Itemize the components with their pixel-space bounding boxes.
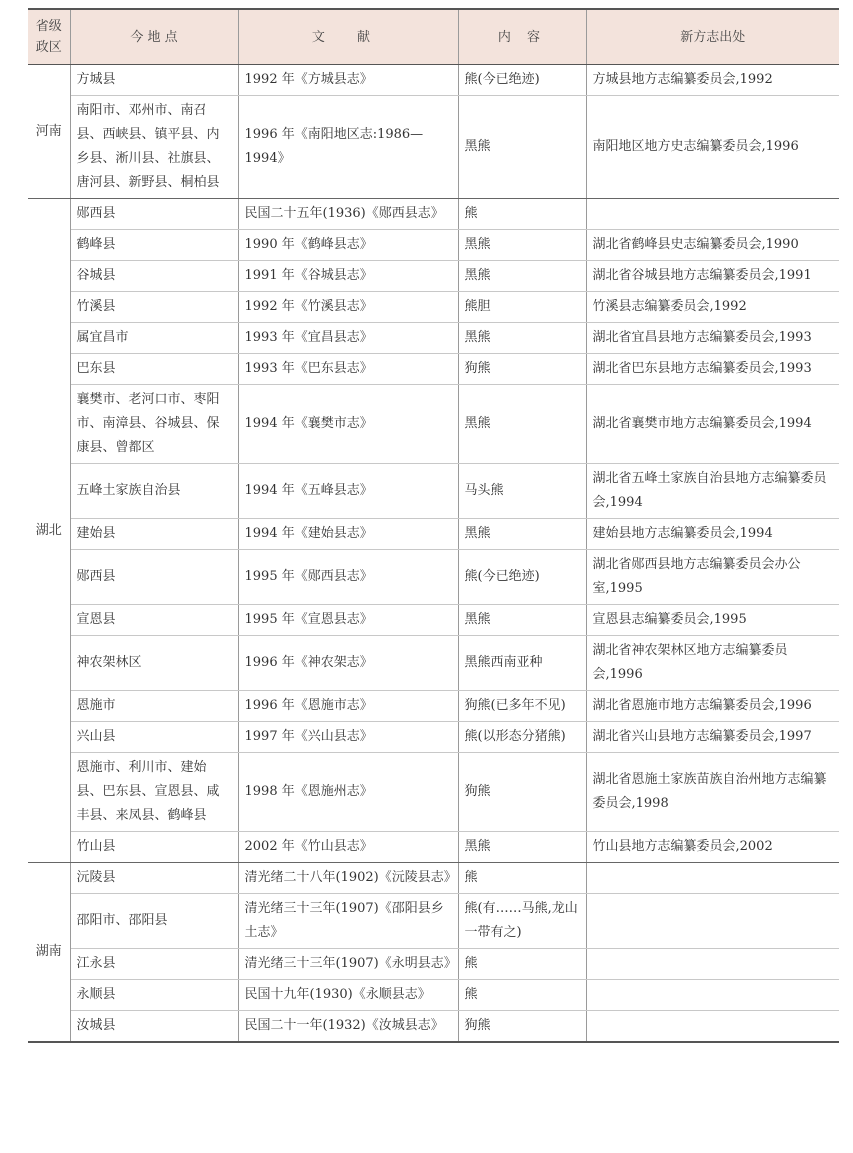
source-cell: 湖北省五峰土家族自治县地方志编纂委员会,1994 xyxy=(586,464,839,519)
document-cell: 1995 年《宣恩县志》 xyxy=(238,605,458,636)
content-cell: 黑熊 xyxy=(458,519,586,550)
place-cell: 鹤峰县 xyxy=(70,230,238,261)
source-cell: 宣恩县志编纂委员会,1995 xyxy=(586,605,839,636)
content-cell: 熊 xyxy=(458,199,586,230)
source-cell: 湖北省郧西县地方志编纂委员会办公室,1995 xyxy=(586,550,839,605)
document-cell: 1994 年《五峰县志》 xyxy=(238,464,458,519)
source-cell: 湖北省宜昌县地方志编纂委员会,1993 xyxy=(586,323,839,354)
table-row xyxy=(28,894,839,949)
document-cell: 1995 年《郧西县志》 xyxy=(238,550,458,605)
place-cell: 竹山县 xyxy=(70,832,238,863)
content-cell: 熊 xyxy=(458,949,586,980)
source-cell: 湖北省鹤峰县史志编纂委员会,1990 xyxy=(586,230,839,261)
document-cell: 1992 年《方城县志》 xyxy=(238,65,458,96)
place-cell: 恩施市 xyxy=(70,691,238,722)
source-cell: 湖北省巴东县地方志编纂委员会,1993 xyxy=(586,354,839,385)
document-cell: 1997 年《兴山县志》 xyxy=(238,722,458,753)
content-cell: 黑熊 xyxy=(458,323,586,354)
province-cell: 湖南 xyxy=(28,863,70,1043)
content-cell: 黑熊 xyxy=(458,230,586,261)
document-cell: 1992 年《竹溪县志》 xyxy=(238,292,458,323)
document-cell: 2002 年《竹山县志》 xyxy=(238,832,458,863)
document-cell: 1996 年《神农架志》 xyxy=(238,636,458,691)
source-cell: 湖北省谷城县地方志编纂委员会,1991 xyxy=(586,261,839,292)
content-cell: 黑熊 xyxy=(458,605,586,636)
source-cell: 湖北省襄樊市地方志编纂委员会,1994 xyxy=(586,385,839,464)
place-cell: 方城县 xyxy=(70,65,238,96)
place-cell: 神农架林区 xyxy=(70,636,238,691)
source-cell xyxy=(586,1011,839,1043)
document-cell: 1990 年《鹤峰县志》 xyxy=(238,230,458,261)
table-row xyxy=(28,323,839,354)
content-cell: 黑熊 xyxy=(458,96,586,199)
source-cell: 建始县地方志编纂委员会,1994 xyxy=(586,519,839,550)
document-cell: 1994 年《建始县志》 xyxy=(238,519,458,550)
table-row xyxy=(28,722,839,753)
table-row xyxy=(28,519,839,550)
content-cell: 黑熊 xyxy=(458,261,586,292)
table-row xyxy=(28,863,839,894)
source-cell: 湖北省恩施市地方志编纂委员会,1996 xyxy=(586,691,839,722)
content-cell: 黑熊 xyxy=(458,832,586,863)
source-cell: 南阳地区地方史志编纂委员会,1996 xyxy=(586,96,839,199)
table-header xyxy=(28,9,839,65)
document-cell: 民国二十五年(1936)《郧西县志》 xyxy=(238,199,458,230)
table-row xyxy=(28,261,839,292)
bear-records-table xyxy=(28,8,839,1043)
table-row xyxy=(28,980,839,1011)
content-cell: 狗熊 xyxy=(458,1011,586,1043)
content-cell: 熊 xyxy=(458,863,586,894)
place-cell: 属宜昌市 xyxy=(70,323,238,354)
province-cell: 湖北 xyxy=(28,199,70,863)
document-cell: 1991 年《谷城县志》 xyxy=(238,261,458,292)
place-cell: 谷城县 xyxy=(70,261,238,292)
place-cell: 宣恩县 xyxy=(70,605,238,636)
document-cell: 清光绪三十三年(1907)《永明县志》 xyxy=(238,949,458,980)
place-cell: 五峰土家族自治县 xyxy=(70,464,238,519)
table-body xyxy=(28,65,839,1043)
content-cell: 熊 xyxy=(458,980,586,1011)
table-row xyxy=(28,96,839,199)
document-cell: 清光绪二十八年(1902)《沅陵县志》 xyxy=(238,863,458,894)
header-province: 省级政区 xyxy=(28,9,70,65)
content-cell: 狗熊 xyxy=(458,753,586,832)
table-row xyxy=(28,753,839,832)
table-row xyxy=(28,385,839,464)
table-row xyxy=(28,199,839,230)
source-cell: 方城县地方志编纂委员会,1992 xyxy=(586,65,839,96)
table-row xyxy=(28,949,839,980)
content-cell: 熊胆 xyxy=(458,292,586,323)
place-cell: 永顺县 xyxy=(70,980,238,1011)
content-cell: 熊(今已绝迹) xyxy=(458,550,586,605)
table-row xyxy=(28,550,839,605)
document-cell: 1994 年《襄樊市志》 xyxy=(238,385,458,464)
place-cell: 竹溪县 xyxy=(70,292,238,323)
document-cell: 清光绪三十三年(1907)《邵阳县乡土志》 xyxy=(238,894,458,949)
source-cell xyxy=(586,199,839,230)
document-cell: 民国十九年(1930)《永顺县志》 xyxy=(238,980,458,1011)
place-cell: 南阳市、邓州市、南召县、西峡县、镇平县、内乡县、淅川县、社旗县、唐河县、新野县、桐柏县 xyxy=(70,96,238,199)
header-place: 今 地 点 xyxy=(70,9,238,65)
document-cell: 1993 年《巴东县志》 xyxy=(238,354,458,385)
place-cell: 江永县 xyxy=(70,949,238,980)
content-cell: 狗熊(已多年不见) xyxy=(458,691,586,722)
source-cell: 竹溪县志编纂委员会,1992 xyxy=(586,292,839,323)
document-cell: 1996 年《南阳地区志:1986—1994》 xyxy=(238,96,458,199)
header-document: 文 献 xyxy=(238,9,458,65)
document-cell: 1998 年《恩施州志》 xyxy=(238,753,458,832)
source-cell: 湖北省神农架林区地方志编纂委员会,1996 xyxy=(586,636,839,691)
place-cell: 巴东县 xyxy=(70,354,238,385)
content-cell: 黑熊 xyxy=(458,385,586,464)
place-cell: 建始县 xyxy=(70,519,238,550)
document-cell: 1993 年《宜昌县志》 xyxy=(238,323,458,354)
content-cell: 熊(以形态分猪熊) xyxy=(458,722,586,753)
table-row xyxy=(28,464,839,519)
source-cell: 湖北省恩施土家族苗族自治州地方志编纂委员会,1998 xyxy=(586,753,839,832)
table-row xyxy=(28,354,839,385)
source-cell xyxy=(586,949,839,980)
table-row xyxy=(28,605,839,636)
source-cell xyxy=(586,863,839,894)
place-cell: 襄樊市、老河口市、枣阳市、南漳县、谷城县、保康县、曾都区 xyxy=(70,385,238,464)
table-row xyxy=(28,292,839,323)
table-row xyxy=(28,1011,839,1043)
place-cell: 邵阳市、邵阳县 xyxy=(70,894,238,949)
content-cell: 黑熊西南亚种 xyxy=(458,636,586,691)
place-cell: 郧西县 xyxy=(70,550,238,605)
place-cell: 兴山县 xyxy=(70,722,238,753)
place-cell: 郧西县 xyxy=(70,199,238,230)
content-cell: 熊(有……马熊,龙山一带有之) xyxy=(458,894,586,949)
header-content: 内 容 xyxy=(458,9,586,65)
header-source: 新方志出处 xyxy=(586,9,839,65)
content-cell: 熊(今已绝迹) xyxy=(458,65,586,96)
source-cell xyxy=(586,894,839,949)
province-cell: 河南 xyxy=(28,65,70,199)
table-row xyxy=(28,832,839,863)
table-row xyxy=(28,691,839,722)
table-row xyxy=(28,230,839,261)
source-cell: 竹山县地方志编纂委员会,2002 xyxy=(586,832,839,863)
table-row xyxy=(28,65,839,96)
place-cell: 汝城县 xyxy=(70,1011,238,1043)
source-cell: 湖北省兴山县地方志编纂委员会,1997 xyxy=(586,722,839,753)
place-cell: 沅陵县 xyxy=(70,863,238,894)
content-cell: 马头熊 xyxy=(458,464,586,519)
content-cell: 狗熊 xyxy=(458,354,586,385)
place-cell: 恩施市、利川市、建始县、巴东县、宣恩县、咸丰县、来凤县、鹤峰县 xyxy=(70,753,238,832)
document-cell: 民国二十一年(1932)《汝城县志》 xyxy=(238,1011,458,1043)
table-row xyxy=(28,636,839,691)
source-cell xyxy=(586,980,839,1011)
document-cell: 1996 年《恩施市志》 xyxy=(238,691,458,722)
